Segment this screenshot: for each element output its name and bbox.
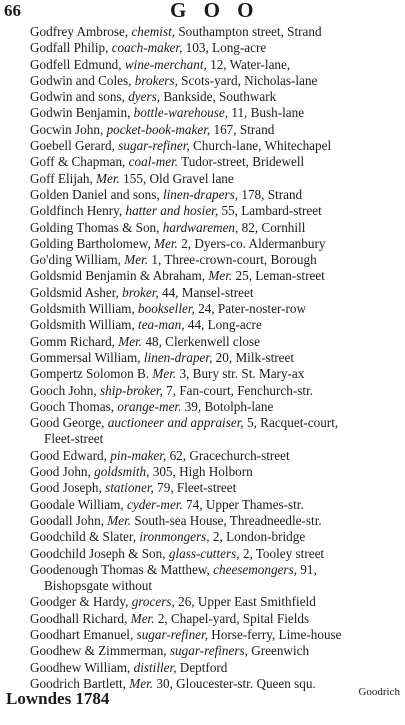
directory-entry (30, 594, 402, 610)
entry-address: 82, Cornhill (241, 219, 306, 235)
entry-occupation: sugar-refiner, (136, 626, 208, 642)
entry-address: 48, Clerkenwell close (145, 333, 261, 349)
entry-address: 79, Fleet-street (157, 480, 237, 496)
directory-entry (30, 480, 402, 496)
entry-name: Goff & Chapman, (30, 154, 126, 170)
directory-entry (30, 171, 402, 187)
entry-name: Goldsmid Asher, (30, 284, 119, 300)
directory-entry (30, 138, 402, 154)
entry-address: Scots-yard, Nicholas-lane (181, 72, 318, 88)
entry-name: Goff Elijah, (30, 170, 93, 186)
entry-name: Good George, (30, 415, 105, 431)
entry-occupation: coach-maker, (111, 40, 183, 56)
entry-address: Greenwich (251, 643, 310, 659)
entry-address: 26, Upper East Smithfield (178, 594, 316, 610)
entry-occupation: linen-draper, (143, 349, 213, 365)
entry-address: 7, Fan-court, Fenchurch-str. (166, 382, 314, 398)
entry-occupation: pin-maker, (110, 447, 167, 463)
directory-entry (30, 317, 402, 333)
running-head: G O O (170, 0, 260, 22)
directory-entry (30, 122, 402, 138)
entry-occupation: stationer, (105, 480, 154, 496)
entry-occupation: coal-mer. (128, 154, 179, 170)
directory-entry (30, 154, 402, 170)
entry-name: Gooch John, (30, 382, 97, 398)
entry-occupation: Mer. (118, 333, 143, 349)
entry-occupation: Mer. (107, 512, 132, 528)
entry-continuation (30, 431, 402, 447)
directory-entry (30, 627, 402, 643)
entry-name: Goodenough Thomas & Matthew, (30, 561, 210, 577)
directory-entry (30, 301, 402, 317)
entry-name: Good Edward, (30, 447, 107, 463)
entry-address: 20, Milk-street (215, 349, 295, 365)
entry-address: 305, High Holborn (152, 464, 253, 480)
entry-occupation: grocers, (131, 594, 175, 610)
directory-entry (30, 415, 402, 431)
entry-occupation: sugar-refiner, (118, 138, 190, 154)
entry-name: Goodall John, (30, 512, 104, 528)
directory-entry (30, 513, 402, 529)
entry-occupation: wine-merchant, (124, 56, 207, 72)
directory-entry (30, 187, 402, 203)
entry-address: Tudor-street, Bridewell (181, 154, 305, 170)
entry-name: Gomm Richard, (30, 333, 115, 349)
directory-entry (30, 611, 402, 627)
directory-entry (30, 268, 402, 284)
entry-address: 155, Old Gravel lane (123, 170, 234, 186)
entry-address: 39, Botolph-lane (184, 398, 274, 414)
entry-address: Deptford (179, 659, 228, 675)
entry-occupation: Mer. (208, 268, 233, 284)
entry-address: 5, Racquet-court, (246, 415, 339, 431)
directory-entry (30, 643, 402, 659)
entry-name: Goldfinch Henry, (30, 203, 123, 219)
entry-address: South-sea House, Threadneedle-str. (134, 512, 322, 528)
entry-occupation: orange-mer. (117, 398, 182, 414)
directory-entry (30, 562, 402, 578)
directory-entry (30, 57, 402, 73)
entry-address: 2, Chapel-yard, Spital Fields (157, 610, 310, 626)
directory-entry (30, 464, 402, 480)
entry-name: Goodchild Joseph & Son, (30, 545, 166, 561)
directory-entry (30, 546, 402, 562)
entry-occupation: hardwaremen, (162, 219, 239, 235)
entry-name: Golding Bartholomew, (30, 235, 151, 251)
entry-address: Bishopsgate without (44, 578, 153, 594)
entry-occupation: brokers, (134, 72, 178, 88)
entry-address: 55, Lambard-street (221, 203, 322, 219)
entry-occupation: Mer. (129, 675, 154, 691)
entry-occupation: Mer. (154, 235, 178, 251)
directory-entry (30, 105, 402, 121)
entry-name: Godwin and Coles, (30, 72, 132, 88)
entry-address: 3, Bury str. St. Mary-ax (179, 366, 305, 382)
entry-address: 11, Bush-lane (231, 105, 305, 121)
entry-address: 74, Upper Thames-str. (186, 496, 304, 512)
entry-name: Godwin and sons, (30, 89, 125, 105)
entry-name: Gompertz Solomon B. (30, 366, 150, 382)
directory-entry (30, 660, 402, 676)
entry-name: Go'ding William, (30, 252, 121, 268)
entry-address: 2, Tooley street (242, 545, 325, 561)
entry-address: 44, Mansel-street (161, 284, 254, 300)
entry-address: Fleet-street (44, 431, 104, 447)
entry-occupation: cheesemongers, (213, 561, 297, 577)
entry-occupation: Mer. (130, 610, 155, 626)
directory-entry (30, 285, 402, 301)
entry-address: 178, Strand (241, 186, 303, 202)
entry-name: Good John, (30, 464, 91, 480)
entry-name: Golden Daniel and sons, (30, 186, 160, 202)
entry-occupation: goldsmith, (94, 464, 150, 480)
entry-continuation (30, 578, 402, 594)
entry-address: 1, Three-crown-court, Borough (151, 252, 317, 268)
entry-address: 30, Gloucester-str. Queen squ. (156, 675, 316, 691)
entry-occupation: bottle-warehouse, (133, 105, 229, 121)
entry-name: Godwin Benjamin, (30, 105, 131, 121)
entry-name: Godfall Philip, (30, 40, 109, 56)
entry-occupation: dyers, (128, 89, 161, 105)
entry-occupation: chemist, (131, 24, 176, 39)
entry-name: Godfrey Ambrose, (30, 24, 129, 39)
entry-occupation: Mer. (96, 170, 120, 186)
directory-entry (30, 350, 402, 366)
directory-entry (30, 40, 402, 56)
directory-entry (30, 236, 402, 252)
entry-occupation: auctioneer and appraiser, (107, 415, 244, 431)
entry-address: 24, Pater-noster-row (198, 301, 306, 317)
directory-entry (30, 24, 402, 40)
entry-occupation: pocket-book-maker, (106, 121, 211, 137)
directory-entry (30, 203, 402, 219)
entry-occupation: Mer. (124, 252, 149, 268)
entry-name: Goebell Gerard, (30, 138, 115, 154)
entry-name: Godfell Edmund, (30, 56, 122, 72)
entry-name: Goodrich Bartlett, (30, 675, 126, 691)
entry-address: 2, Dyers-co. Aldermanbury (181, 235, 326, 251)
entry-name: Gommersal William, (30, 349, 141, 365)
entry-occupation: tea-man, (138, 317, 185, 333)
entry-occupation: ironmongers, (139, 529, 210, 545)
entry-occupation: hatter and hosier, (125, 203, 219, 219)
directory-entry (30, 89, 402, 105)
entry-address: Bankside, Southwark (163, 89, 277, 105)
entry-name: Goodale William, (30, 496, 124, 512)
entry-occupation: sugar-refiners, (169, 643, 248, 659)
entry-name: Goldsmith William, (30, 301, 135, 317)
directory-entry (30, 383, 402, 399)
entry-address: 12, Water-lane, (210, 56, 291, 72)
catchword: Goodrich (358, 685, 400, 698)
entry-address: Southampton street, Strand (178, 24, 322, 39)
entry-name: Goodchild & Slater, (30, 529, 137, 545)
entry-occupation: distiller, (133, 659, 177, 675)
directory-entry (30, 366, 402, 382)
entry-address: 25, Leman-street (235, 268, 325, 284)
entry-address: Church-lane, Whitechapel (192, 138, 332, 154)
entry-occupation: linen-drapers, (162, 186, 239, 202)
entry-occupation: ship-broker, (99, 382, 163, 398)
directory-entry (30, 448, 402, 464)
directory-entry (30, 73, 402, 89)
page-number: 66 (4, 1, 21, 20)
entry-address: 2, London-bridge (212, 529, 306, 545)
entry-name: Goodger & Hardy, (30, 594, 129, 610)
footer-caption: Lowndes 1784 (6, 689, 110, 708)
directory-entry (30, 334, 402, 350)
entry-name: Goldsmith William, (30, 317, 135, 333)
entry-address: 103, Long-acre (185, 40, 267, 56)
entry-occupation: cyder-mer. (127, 496, 183, 512)
entry-address: 62, Gracechurch-street (169, 447, 290, 463)
entry-occupation: glass-cutters, (168, 545, 240, 561)
entry-address: 91, (300, 561, 317, 577)
entry-name: Goodhew & Zimmerman, (30, 643, 167, 659)
directory-entry (30, 220, 402, 236)
entry-name: Goodhall Richard, (30, 610, 128, 626)
entry-address: 167, Strand (213, 121, 275, 137)
entry-name: Golding Thomas & Son, (30, 219, 160, 235)
entry-address: 44, Long-acre (187, 317, 262, 333)
entry-occupation: Mer. (152, 366, 177, 382)
entry-name: Goldsmid Benjamin & Abraham, (30, 268, 206, 284)
directory-entry (30, 529, 402, 545)
directory-entry (30, 252, 402, 268)
entry-address: Horse-ferry, Lime-house (211, 626, 342, 642)
entry-name: Good Joseph, (30, 480, 102, 496)
entry-occupation: bookseller, (138, 301, 195, 317)
directory-entry (30, 399, 402, 415)
entry-name: Goodhart Emanuel, (30, 626, 134, 642)
entry-name: Goodhew William, (30, 659, 131, 675)
entry-name: Gooch Thomas, (30, 398, 114, 414)
directory-entries (30, 24, 402, 698)
entry-name: Gocwin John, (30, 121, 104, 137)
directory-entry (30, 497, 402, 513)
entry-occupation: broker, (122, 284, 159, 300)
